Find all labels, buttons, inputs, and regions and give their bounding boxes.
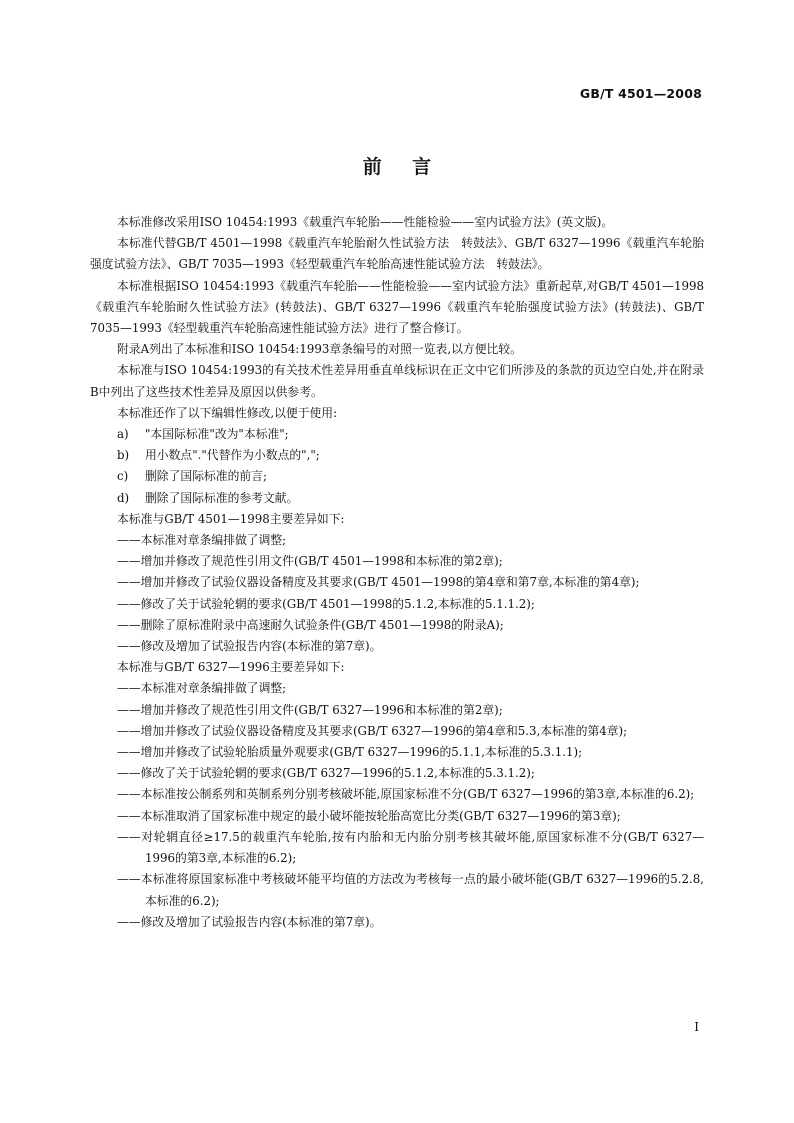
diff-item: ——本标准对章条编排做了调整;	[117, 681, 287, 696]
diff-item: ——本标准按公制系列和英制系列分别考核破坏能,原国家标准不分(GB/T 6327—1996的第3章,本标准的6.2);	[117, 787, 695, 802]
diff-item: ——增加并修改了规范性引用文件(GB/T 4501—1998和本标准的第2章);	[117, 554, 503, 569]
diff-item: ——本标准将原国家标准中考核破坏能平均值的方法改为考核每一点的最小破坏能(GB/T 6327—1996的5.2.8,本标准的6.2);	[117, 872, 704, 908]
diff-item: ——修改了关于试验轮辋的要求(GB/T 6327—1996的5.1.2,本标准的5.3.1.2);	[117, 766, 535, 781]
list-item-text: 删除了国际标准的前言;	[145, 469, 267, 484]
list-item	[90, 424, 704, 445]
paragraph-technical-differences: 本标准与ISO 10454:1993的有关技术性差异用垂直单线标识在正文中它们所涉及的条款的页边空白处,并在附录B中列出了这些技术性差异及原因以供参考。	[90, 363, 704, 399]
page-title: 前言	[362, 156, 462, 178]
diff-4501-intro: 本标准与GB/T 4501—1998主要差异如下:	[117, 511, 345, 526]
list-item	[90, 466, 704, 487]
diff-item: ——修改及增加了试验报告内容(本标准的第7章)。	[117, 639, 382, 654]
list-item	[90, 488, 704, 509]
diff-item: ——增加并修改了试验轮胎质量外观要求(GB/T 6327—1996的5.1.1,本标准的5.3.1.1);	[117, 745, 583, 760]
page-number: I	[694, 1020, 699, 1034]
paragraph-replaces: 本标准代替GB/T 4501—1998《载重汽车轮胎耐久性试验方法 转鼓法》、GB/T 6327—1996《载重汽车轮胎强度试验方法》、GB/T 7035—1993《轻型载重汽车轮胎高速性能试验方法 转鼓法》。	[90, 236, 704, 272]
diff-item: ——本标准取消了国家标准中规定的最小破坏能按轮胎高宽比分类(GB/T 6327—1996的第3章);	[117, 808, 621, 823]
list-marker: c)	[117, 469, 129, 484]
diff-item: ——增加并修改了试验仪器设备精度及其要求(GB/T 6327—1996的第4章和5.3,本标准的第4章);	[117, 723, 628, 738]
standard-number: GB/T 4501—2008	[579, 86, 702, 101]
diff-item: ——修改了关于试验轮辋的要求(GB/T 4501—1998的5.1.2,本标准的5.1.1.2);	[117, 596, 535, 611]
paragraph-adoption: 本标准修改采用ISO 10454:1993《载重汽车轮胎——性能检验——室内试验方法》(英文版)。	[117, 215, 614, 229]
diff-item: ——删除了原标准附录中高速耐久试验条件(GB/T 4501—1998的附录A);	[117, 617, 504, 632]
list-marker: a)	[117, 427, 129, 442]
list-marker: b)	[117, 448, 130, 463]
diff-item: ——对轮辋直径≥17.5的载重汽车轮胎,按有内胎和无内胎分别考核其破坏能,原国家标准不分(GB/T 6327—1996的第3章,本标准的6.2);	[117, 829, 704, 866]
list-marker: d)	[117, 490, 130, 505]
list-item	[90, 445, 704, 466]
diff-item: ——本标准对章条编排做了调整;	[117, 533, 287, 548]
document-body	[90, 212, 704, 933]
paragraph-editorial-intro: 本标准还作了以下编辑性修改,以便于使用:	[117, 405, 338, 420]
diff-item: ——增加并修改了试验仪器设备精度及其要求(GB/T 4501—1998的第4章和第7章,本标准的第4章);	[117, 575, 640, 590]
diff-6327-intro: 本标准与GB/T 6327—1996主要差异如下:	[117, 660, 345, 675]
diff-item: ——修改及增加了试验报告内容(本标准的第7章)。	[117, 914, 382, 929]
diff-item: ——增加并修改了规范性引用文件(GB/T 6327—1996和本标准的第2章);	[117, 702, 503, 717]
list-item-text: 删除了国际标准的参考文献。	[145, 490, 299, 505]
paragraph-drafting-basis: 本标准根据ISO 10454:1993《载重汽车轮胎——性能检验——室内试验方法》重新起草,对GB/T 4501—1998《载重汽车轮胎耐久性试验方法》(转鼓法)、GB/T 6327—1996《载重汽车轮胎强度试验方法》(转鼓法)、GB/T 7035—1993《轻型载重汽车轮胎高速性能试验方法》进行了整合修订。	[90, 278, 705, 336]
list-item-text: 用小数点"."代替作为小数点的",";	[145, 448, 320, 463]
paragraph-annex-a: 附录A列出了本标准和ISO 10454:1993章条编号的对照一览表,以方便比较。	[117, 342, 522, 357]
list-item-text: "本国际标准"改为"本标准";	[145, 427, 289, 442]
